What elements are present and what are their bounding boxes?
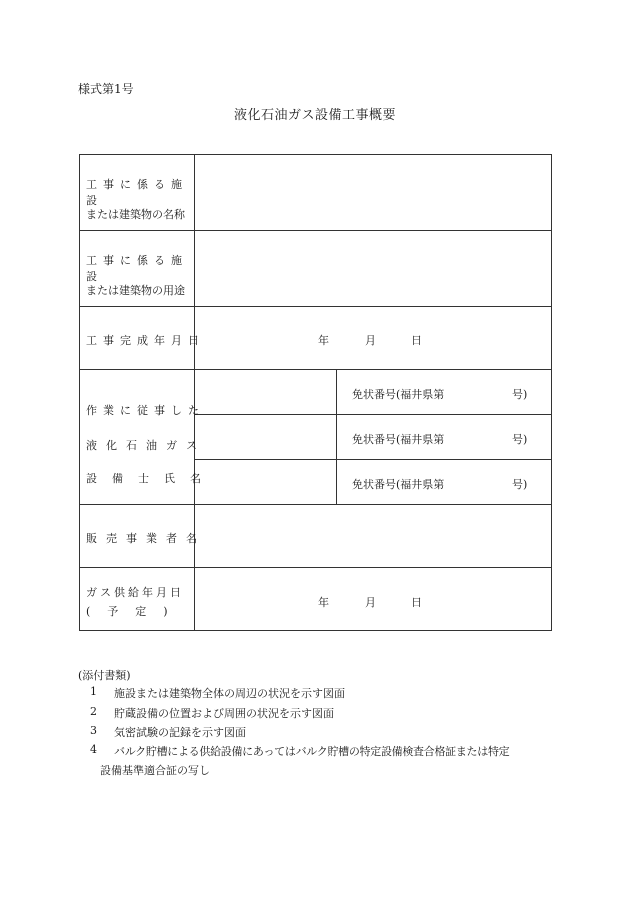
supply-date-sub-label: (予定) bbox=[86, 605, 185, 618]
engineer-name-field-2[interactable] bbox=[195, 415, 335, 459]
facility-use-field[interactable] bbox=[195, 231, 551, 306]
completion-date-label: 工事完成年月日 bbox=[86, 334, 205, 347]
attachment-number: 1 bbox=[90, 685, 97, 698]
license-number-suffix-1: 号) bbox=[512, 388, 528, 401]
facility-use-label-line2: または建築物の用途 bbox=[86, 284, 185, 297]
attachment-number: 3 bbox=[90, 724, 97, 737]
engineer-name-field-1[interactable] bbox=[195, 370, 335, 414]
supply-day-label: 日 bbox=[411, 596, 422, 609]
completion-year-label: 年 bbox=[318, 334, 329, 347]
attachment-item: 気密試験の記録を示す図面 bbox=[114, 726, 246, 739]
attachment-item-continuation: 設備基準適合証の写し bbox=[100, 764, 210, 777]
attachment-item: 貯蔵設備の位置および周囲の状況を示す図面 bbox=[114, 707, 334, 720]
license-number-label-3: 免状番号(福井県第 bbox=[352, 478, 445, 491]
attachments-heading: (添付書類) bbox=[78, 669, 131, 682]
supply-month-label: 月 bbox=[365, 596, 376, 609]
label-text: 工事に係る施設 bbox=[86, 178, 188, 207]
engineers-label-line3: 設備士氏名 bbox=[86, 472, 216, 485]
label-text: 工事に係る施設 bbox=[86, 254, 188, 283]
license-number-suffix-3: 号) bbox=[512, 478, 528, 491]
license-number-label-1: 免状番号(福井県第 bbox=[352, 388, 445, 401]
completion-day-label: 日 bbox=[411, 334, 422, 347]
facility-name-label-line1 bbox=[86, 176, 189, 208]
license-number-suffix-2: 号) bbox=[512, 433, 528, 446]
engineers-label-line2: 液化石油ガス bbox=[86, 439, 206, 452]
engineers-label-line1: 作業に従事した bbox=[86, 404, 205, 417]
completion-month-label: 月 bbox=[365, 334, 376, 347]
supply-date-label: ガス供給年月日 bbox=[86, 586, 184, 599]
attachment-number: 4 bbox=[90, 743, 97, 756]
facility-name-field[interactable] bbox=[195, 155, 551, 230]
attachment-item: バルク貯槽による供給設備にあってはバルク貯槽の特定設備検査合格証または特定 bbox=[114, 745, 510, 758]
attachment-item: 施設または建築物全体の周辺の状況を示す図面 bbox=[114, 687, 345, 700]
dealer-label: 販売事業者名 bbox=[86, 532, 206, 545]
supply-year-label: 年 bbox=[318, 596, 329, 609]
license-number-label-2: 免状番号(福井県第 bbox=[352, 433, 445, 446]
dealer-field[interactable] bbox=[195, 505, 551, 567]
form-number: 様式第1号 bbox=[78, 82, 134, 96]
attachment-number: 2 bbox=[90, 705, 97, 718]
column-divider bbox=[336, 369, 337, 504]
facility-use-label-line1 bbox=[86, 252, 189, 284]
engineer-name-field-3[interactable] bbox=[195, 460, 335, 504]
facility-name-label-line2: または建築物の名称 bbox=[86, 208, 185, 221]
page-title: 液化石油ガス設備工事概要 bbox=[233, 108, 396, 123]
